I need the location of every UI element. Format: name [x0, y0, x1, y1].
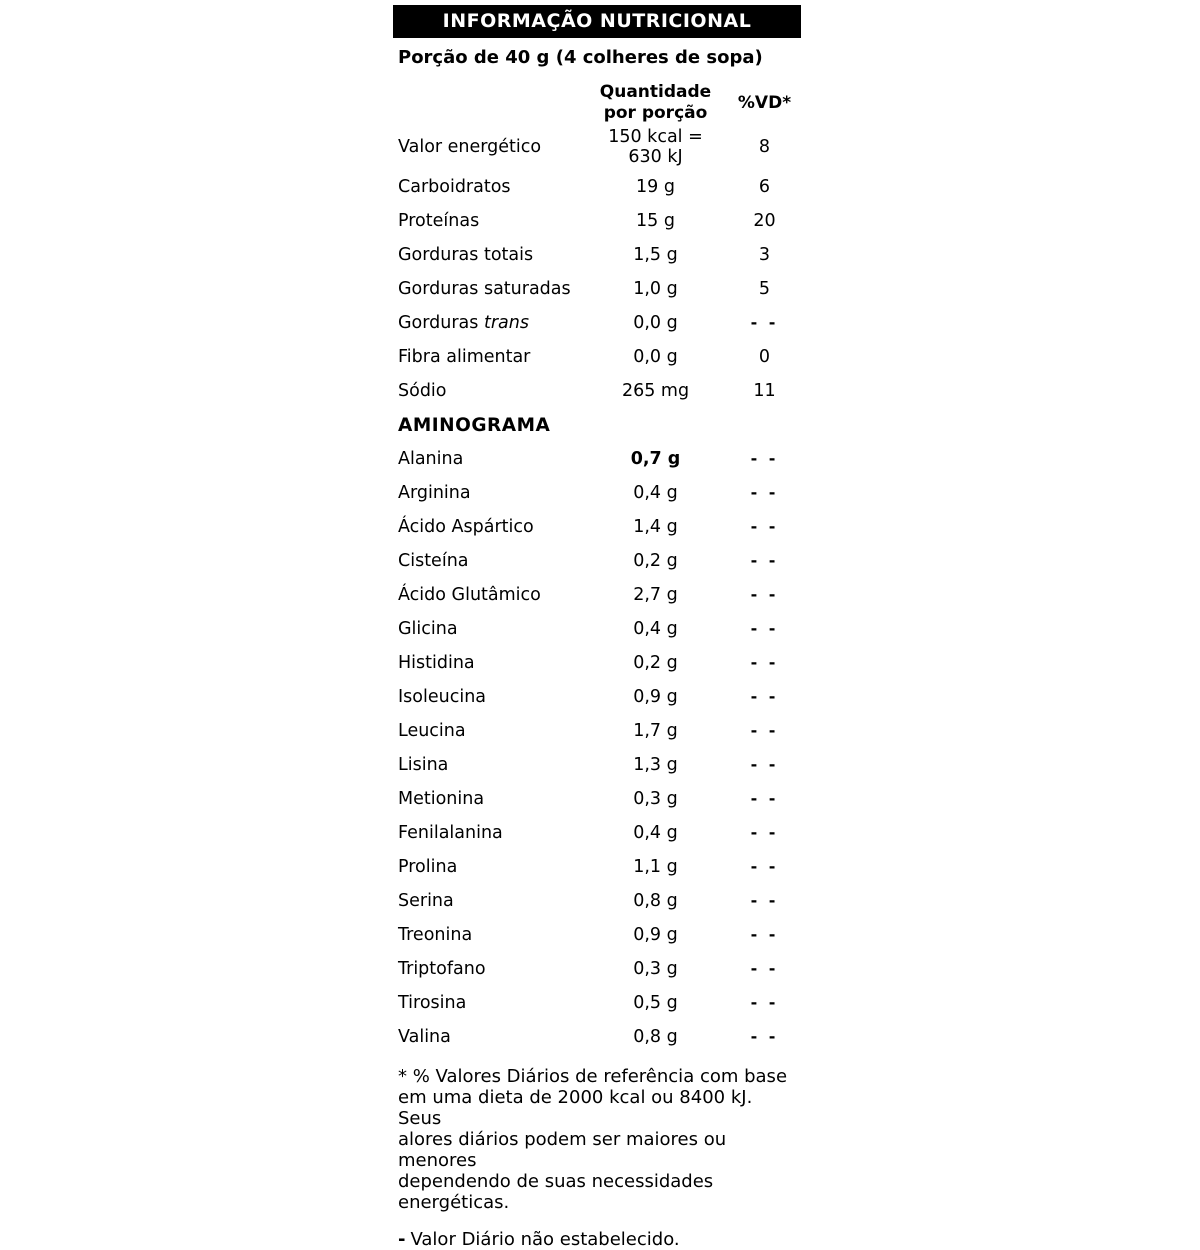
nutrient-row — [393, 850, 801, 884]
row-quantity: 19 g — [636, 177, 675, 197]
row-label: Gorduras trans — [398, 313, 529, 333]
row-quantity: 265 mg — [621, 381, 690, 401]
nutrient-row — [393, 884, 801, 918]
row-label: Fibra alimentar — [398, 347, 531, 367]
nutrient-row — [393, 816, 801, 850]
row-quantity: 1,3 g — [633, 755, 678, 775]
row-label: Valor energético — [398, 137, 542, 157]
row-vd: - - — [750, 517, 779, 536]
nutrient-row — [393, 374, 801, 408]
row-quantity: 0,0 g — [633, 313, 678, 333]
row-vd: - - — [750, 721, 779, 740]
row-vd: - - — [750, 585, 779, 604]
nutrient-row — [393, 646, 801, 680]
footnote-dash-text: Valor Diário não estabelecido. — [410, 1229, 680, 1250]
row-quantity: 0,9 g — [633, 687, 678, 707]
row-vd: - - — [750, 619, 779, 638]
footnote-line: em uma dieta de 2000 kcal ou 8400 kJ. Seus — [398, 1087, 753, 1129]
nutrient-row — [393, 544, 801, 578]
row-label: Treonina — [398, 925, 473, 945]
row-quantity: 0,4 g — [633, 823, 678, 843]
row-vd: - - — [750, 789, 779, 808]
footnote-line: alores diários podem ser maiores ou menores — [398, 1129, 727, 1171]
nutrient-row — [393, 748, 801, 782]
footnote-lines — [398, 1066, 801, 1213]
row-vd: - - — [750, 755, 779, 774]
row-label: Histidina — [398, 653, 475, 673]
row-label: Alanina — [398, 449, 464, 469]
row-vd: - - — [750, 313, 779, 332]
row-vd: 6 — [758, 177, 771, 197]
nutrient-row — [393, 204, 801, 238]
row-label: Ácido Aspártico — [398, 517, 534, 537]
nutrient-row — [393, 124, 801, 170]
nutrient-row — [393, 612, 801, 646]
nutrient-row — [393, 272, 801, 306]
row-quantity: 1,7 g — [633, 721, 678, 741]
row-label: Metionina — [398, 789, 485, 809]
nutrient-row — [393, 510, 801, 544]
row-vd: - - — [750, 1027, 779, 1046]
nutrient-row — [393, 340, 801, 374]
row-vd: 8 — [758, 137, 771, 157]
row-quantity: 0,3 g — [633, 789, 678, 809]
row-vd: - - — [750, 959, 779, 978]
row-label: Tirosina — [398, 993, 467, 1013]
row-vd: - - — [750, 449, 779, 468]
row-quantity: 0,9 g — [633, 925, 678, 945]
row-label: Proteínas — [398, 211, 480, 231]
row-vd: - - — [750, 993, 779, 1012]
row-vd: 3 — [758, 245, 771, 265]
nutrient-row — [393, 578, 801, 612]
row-quantity: 0,8 g — [633, 1027, 678, 1047]
row-quantity: 0,3 g — [633, 959, 678, 979]
row-label: Ácido Glutâmico — [398, 585, 541, 605]
row-quantity: 0,5 g — [633, 993, 678, 1013]
rows — [393, 124, 801, 1054]
row-label: Glicina — [398, 619, 458, 639]
nutrient-row — [393, 1020, 801, 1054]
row-vd: 0 — [758, 347, 771, 367]
row-vd: - - — [750, 653, 779, 672]
quantity-column-header — [583, 82, 728, 124]
row-vd: - - — [750, 891, 779, 910]
row-quantity: 2,7 g — [633, 585, 678, 605]
nutrient-row — [393, 918, 801, 952]
row-label: Sódio — [398, 381, 447, 401]
row-quantity: 0,2 g — [633, 653, 678, 673]
row-label: Gorduras totais — [398, 245, 534, 265]
nutrient-row — [393, 782, 801, 816]
row-label: Triptofano — [398, 959, 486, 979]
row-label: Arginina — [398, 483, 471, 503]
row-label: Leucina — [398, 721, 466, 741]
row-quantity: 0,0 g — [633, 347, 678, 367]
nutrient-row — [393, 476, 801, 510]
nutrient-row — [393, 714, 801, 748]
footnote-line: dependendo de suas necessidades — [398, 1171, 714, 1192]
serving-size: Porção de 40 g (4 colheres de sopa) — [398, 47, 763, 68]
nutrient-row — [393, 170, 801, 204]
row-vd: - - — [750, 551, 779, 570]
footnote-line: * % Valores Diários de referência com base — [398, 1066, 788, 1087]
nutrient-row — [393, 442, 801, 476]
nutrient-row — [393, 952, 801, 986]
row-vd: - - — [750, 687, 779, 706]
footnote-line: energéticas. — [398, 1192, 510, 1213]
row-quantity: 0,4 g — [633, 619, 678, 639]
row-label: Prolina — [398, 857, 458, 877]
row-vd: - - — [750, 857, 779, 876]
row-quantity: 0,4 g — [633, 483, 678, 503]
row-vd: - - — [750, 823, 779, 842]
row-vd: - - — [750, 483, 779, 502]
row-label: Valina — [398, 1027, 451, 1047]
row-quantity: 0,7 g — [630, 449, 681, 469]
row-vd: 5 — [758, 279, 771, 299]
footnote-dash-symbol: - — [398, 1229, 406, 1250]
row-vd: - - — [750, 925, 779, 944]
footnote-dash — [393, 1229, 801, 1250]
row-quantity: 0,8 g — [633, 891, 678, 911]
nutrition-title-bar: INFORMAÇÃO NUTRICIONAL — [393, 5, 801, 38]
nutrient-row — [393, 238, 801, 272]
row-vd: 11 — [753, 381, 776, 401]
row-quantity: 15 g — [636, 211, 675, 231]
row-quantity: 1,4 g — [633, 517, 678, 537]
vd-column-header: %VD* — [737, 92, 792, 113]
nutrition-panel — [393, 5, 801, 1250]
row-label: Lisina — [398, 755, 449, 775]
row-label: Cisteína — [398, 551, 469, 571]
row-label: Serina — [398, 891, 454, 911]
footnote — [393, 1066, 801, 1213]
row-label: Isoleucina — [398, 687, 487, 707]
row-quantity: 1,1 g — [633, 857, 678, 877]
row-quantity: 1,0 g — [633, 279, 678, 299]
row-label: Carboidratos — [398, 177, 511, 197]
row-label: Fenilalanina — [398, 823, 503, 843]
quantity-header-line2: por porção — [603, 103, 708, 123]
section-header: AMINOGRAMA — [398, 414, 551, 436]
nutrient-row — [393, 986, 801, 1020]
row-quantity: 0,2 g — [633, 551, 678, 571]
row-quantity: 150 kcal = 630 kJ — [608, 127, 703, 167]
row-vd: 20 — [753, 211, 776, 231]
column-headers — [393, 82, 801, 124]
nutrient-row — [393, 680, 801, 714]
nutrient-row — [393, 306, 801, 340]
quantity-header-line1: Quantidade — [599, 82, 712, 102]
row-label: Gorduras saturadas — [398, 279, 571, 299]
row-quantity: 1,5 g — [633, 245, 678, 265]
